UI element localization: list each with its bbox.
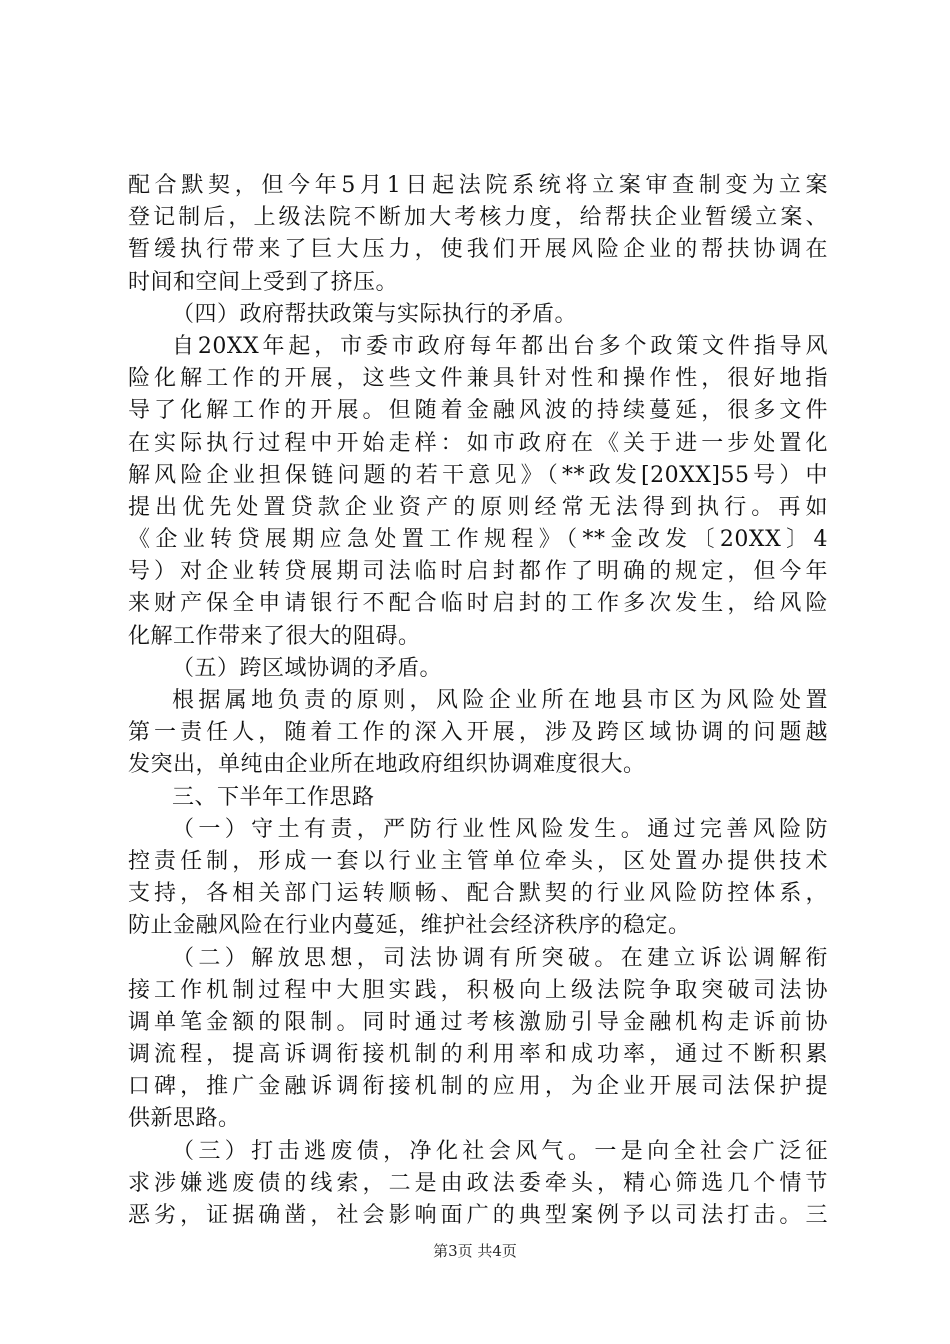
text-line: 化解工作带来了很大的阻碍。 <box>128 623 421 649</box>
text-line: 三、下半年工作思路 <box>172 784 375 810</box>
text-line: 求涉嫌逃废债的线索，二是由政法委牵头，精心筛选几个情节 <box>128 1170 828 1196</box>
text-line: （二）解放思想，司法协调有所突破。在建立诉讼调解衔 <box>172 945 828 971</box>
text-line: 发突出，单纯由企业所在地政府组织协调难度很大。 <box>128 752 646 778</box>
text-line: 登记制后，上级法院不断加大考核力度，给帮扶企业暂缓立案、 <box>128 205 828 231</box>
text-line: 配合默契，但今年5月1日起法院系统将立案审查制变为立案 <box>128 173 828 198</box>
text-line: 根据属地负责的原则，风险企业所在地县市区为风险处置 <box>172 688 828 713</box>
text-line: （四）政府帮扶政策与实际执行的矛盾。 <box>172 301 578 327</box>
text-line: 暂缓执行带来了巨大压力，使我们开展风险企业的帮扶协调在 <box>128 237 828 263</box>
text-line: 控责任制，形成一套以行业主管单位牵头，区处置办提供技术 <box>128 848 828 874</box>
text-line: （三）打击逃废债，净化社会风气。一是向全社会广泛征 <box>172 1138 828 1164</box>
text-line: 号）对企业转贷展期司法临时启封都作了明确的规定，但今年 <box>128 559 828 585</box>
text-line: 第一责任人，随着工作的深入开展，涉及跨区域协调的问题越 <box>128 720 828 746</box>
text-line: 导了化解工作的开展。但随着金融风波的持续蔓延，很多文件 <box>128 398 828 424</box>
text-line: 接工作机制过程中大胆实践，积极向上级法院争取突破司法协 <box>128 977 828 1003</box>
text-line: 自20XX年起，市委市政府每年都出台多个政策文件指导风 <box>172 333 828 359</box>
text-line: 供新思路。 <box>128 1106 241 1132</box>
text-line: 时间和空间上受到了挤压。 <box>128 269 399 295</box>
document-body <box>128 170 828 1232</box>
text-line: 《企业转贷展期应急处置工作规程》（**金改发〔20XX〕4 <box>128 527 828 553</box>
text-line: （一）守土有责，严防行业性风险发生。通过完善风险防 <box>172 816 828 842</box>
text-line: 解风险企业担保链问题的若干意见》（**政发[20XX]55号）中 <box>128 462 828 488</box>
page-footer: 第3页 共4页 <box>433 1242 517 1260</box>
text-line: 险化解工作的开展，这些文件兼具针对性和操作性，很好地指 <box>128 366 828 392</box>
text-line: （五）跨区域协调的矛盾。 <box>172 655 443 681</box>
text-line: 口碑，推广金融诉调衔接机制的应用，为企业开展司法保护提 <box>128 1074 828 1100</box>
text-line: 在实际执行过程中开始走样：如市政府在《关于进一步处置化 <box>128 430 828 456</box>
text-line: 调流程，提高诉调衔接机制的利用率和成功率，通过不断积累 <box>128 1042 828 1068</box>
text-line: 恶劣，证据确凿，社会影响面广的典型案例予以司法打击。三 <box>128 1203 828 1228</box>
text-line: 提出优先处置贷款企业资产的原则经常无法得到执行。再如 <box>128 494 828 520</box>
text-line: 调单笔金额的限制。同时通过考核激励引导金融机构走诉前协 <box>128 1009 828 1035</box>
text-line: 来财产保全申请银行不配合临时启封的工作多次发生，给风险 <box>128 591 828 617</box>
text-line: 支持，各相关部门运转顺畅、配合默契的行业风险防控体系， <box>128 881 828 907</box>
text-line: 防止金融风险在行业内蔓延，维护社会经济秩序的稳定。 <box>128 913 691 939</box>
